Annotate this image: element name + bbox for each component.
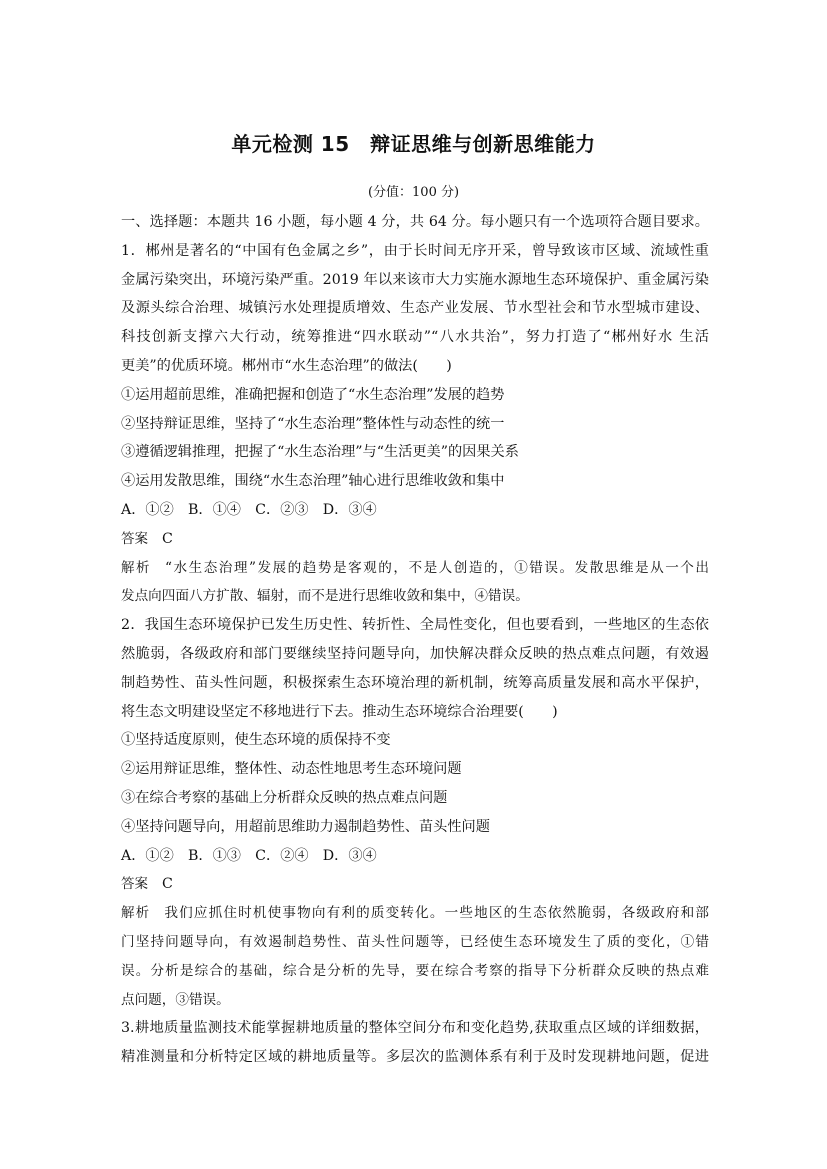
analysis-text: 我们应抓住时机使事物向有利的质变转化。一些地区的生态依然脆弱，各级政府和部 (164, 905, 710, 922)
analysis-line (121, 554, 709, 583)
question-stem-line: 精准测量和分析特定区域的耕地质量等。多层次的监测体系有利于及时发现耕地问题，促进 (121, 1049, 709, 1066)
analysis-line: 门坚持问题导向，有效遏制趋势性、苗头性问题等，已经使生态环境发生了质的变化，①错 (121, 933, 709, 950)
page-title: 单元检测 15 辩证思维与创新思维能力 (231, 132, 596, 156)
analysis-line: 误。分析是综合的基础，综合是分析的先导，要在综合考察的指导下分析群众反映的热点难 (121, 962, 709, 979)
answer-line (121, 525, 709, 554)
question-stem-line: 金属污染突出，环境污染严重。2019 年以来该市大力实施水源地生态环境保护、重金属污染 (121, 271, 709, 288)
analysis-line (121, 899, 709, 928)
analysis-text: “水生态治理”发展的趋势是客观的，不是人创造的，①错误。发散思维是从一个出 (165, 559, 710, 576)
statement-item: ③遵循逻辑推理，把握了“水生态治理”与“生活更美”的因果关系 (121, 444, 519, 461)
question-stem-line: 及源头综合治理、城镇污水处理提质增效、生态产业发展、节水型社会和节水型城市建设、 (121, 300, 709, 317)
statement-item: ③在综合考察的基础上分析群众反映的热点难点问题 (121, 789, 448, 806)
score-note: (分值：100 分) (367, 185, 460, 200)
analysis-line: 发点向四面八方扩散、辐射，而不是进行思维收敛和集中，④错误。 (121, 588, 529, 605)
answer-label: 答案 (121, 530, 148, 547)
statement-item: ④运用发散思维，围绕“水生态治理”轴心进行思维收敛和集中 (121, 473, 505, 490)
answer-label: 答案 (121, 876, 148, 893)
answer-line (121, 870, 709, 899)
question-3 (121, 1014, 709, 1072)
statement-item: ②坚持辩证思维，坚持了“水生态治理”整体性与动态性的统一 (121, 415, 505, 432)
analysis-label: 解析 (121, 559, 152, 576)
answer-options: A．①② B．①③ C．②④ D．③④ (121, 847, 377, 864)
answer-value: C (162, 876, 173, 893)
analysis-line: 点问题，③错误。 (121, 991, 230, 1008)
answer-options: A．①② B．①④ C．②③ D．③④ (121, 501, 377, 518)
question-stem-line: 2．我国生态环境保护已发生历史性、转折性、全局性变化，但也要看到，一些地区的生态依 (121, 617, 709, 634)
question-stem-line: 3.耕地质量监测技术能掌握耕地质量的整体空间分布和变化趋势,获取重点区域的详细数据， (121, 1020, 709, 1037)
content-body (121, 208, 709, 1072)
question-2 (121, 611, 709, 1014)
question-stem-line: 科技创新支撑六大行动，统筹推进“四水联动”“八水共治”，努力打造了“郴州好水 生活 (121, 329, 709, 346)
section-header: 一、选择题：本题共 16 小题，每小题 4 分，共 64 分。每小题只有一个选项符合题目要求。 (121, 214, 709, 230)
statement-item: ①运用超前思维，准确把握和创造了“水生态治理”发展的趋势 (121, 386, 505, 403)
question-stem-line: 将生态文明建设坚定不移地进行下去。推动生态环境综合治理要( ) (121, 703, 558, 720)
question-stem-line: 更美”的优质环境。郴州市“水生态治理”的做法( ) (121, 357, 452, 374)
question-1 (121, 237, 709, 611)
statement-item: ①坚持适度原则，使生态环境的质保持不变 (121, 732, 391, 749)
question-stem-line: 制趋势性、苗头性问题，积极探索生态环境治理的新机制，统筹高质量发展和高水平保护， (121, 674, 709, 691)
answer-value: C (162, 530, 173, 547)
statement-item: ②运用辩证思维，整体性、动态性地思考生态环境问题 (121, 761, 462, 778)
question-stem-line: 1．郴州是著名的“中国有色金属之乡”，由于长时间无序开采，曾导致该市区域、流域性重 (121, 242, 709, 259)
statement-item: ④坚持问题导向，用超前思维助力遏制趋势性、苗头性问题 (121, 818, 490, 835)
question-stem-line: 然脆弱，各级政府和部门要继续坚持问题导向，加快解决群众反映的热点难点问题，有效遏 (121, 645, 709, 662)
analysis-label: 解析 (121, 905, 151, 922)
